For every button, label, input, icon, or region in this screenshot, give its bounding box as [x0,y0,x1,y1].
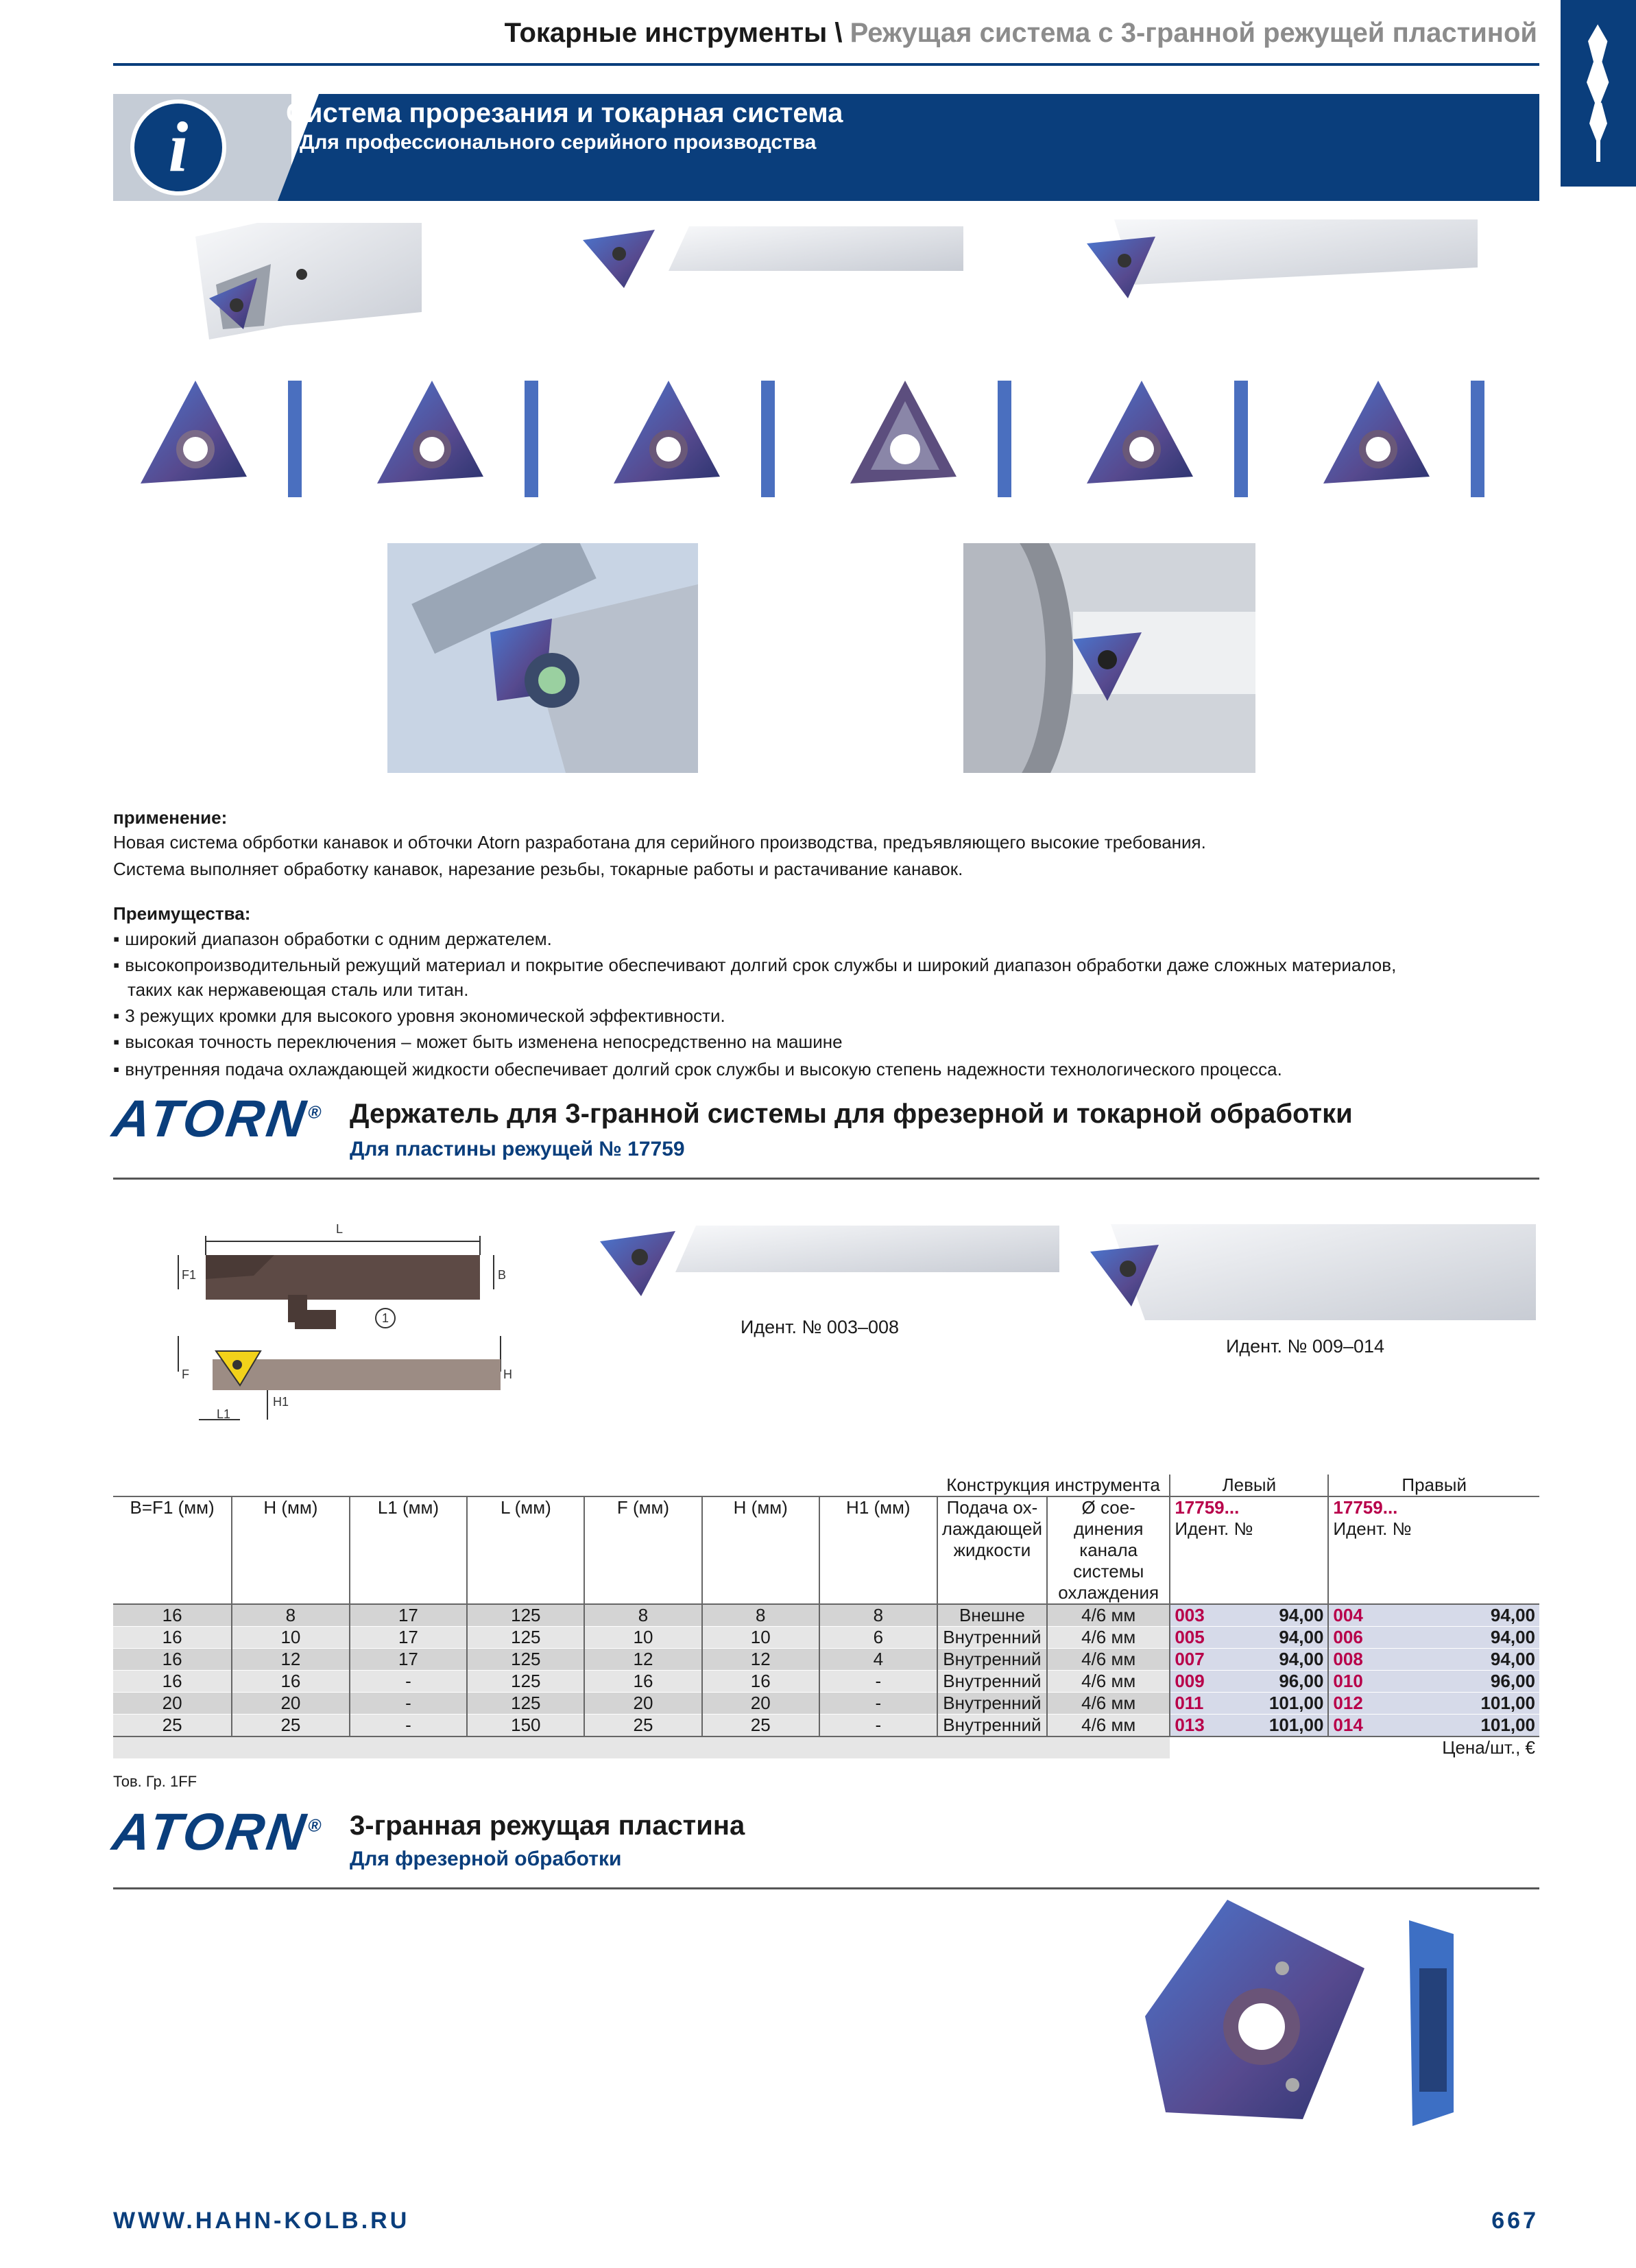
table-cell-h2: 25 [702,1715,819,1737]
left-ident-label: Идент. № [1175,1518,1253,1539]
table-cell-conn: 4/6 мм [1047,1715,1170,1737]
holder-photo-2 [573,213,967,295]
col-header: H (мм) [232,1496,349,1604]
insert-photo [1138,1893,1460,2133]
table-cell-rprice: 94,00 [1382,1604,1539,1627]
table-cell-coolant: Внутренний [937,1693,1047,1715]
table-cell-h2: 20 [702,1693,819,1715]
holder-section-rule [113,1178,1539,1180]
registered-mark: ® [306,1815,326,1836]
table-cell-lprice: 101,00 [1224,1715,1328,1737]
col-header: L (мм) [467,1496,584,1604]
page-header-title [505,18,1537,49]
table-cell-l1: 17 [350,1627,468,1649]
holder-technical-drawing [171,1214,528,1433]
holder-photo-1 [182,209,429,346]
table-row [113,1715,1539,1737]
holder-photo-009-014 [1083,1217,1539,1327]
advantage-item: ▪ высокая точность переключения – может быть изменена непосредственно на машине [113,1029,843,1055]
table-cell-h1: 4 [819,1649,937,1671]
banner-title: Система прорезания и токарная система [286,98,843,128]
table-cell-h: 25 [232,1715,349,1737]
table-cell-h2: 12 [702,1649,819,1671]
connection-header-line: системы [1073,1561,1144,1581]
page-number: 667 [1491,2208,1539,2234]
insert-thumb-2 [377,381,538,497]
table-cell-rcode: 004 [1328,1604,1382,1627]
table-cell-h: 10 [232,1627,349,1649]
table-row [113,1627,1539,1649]
table-cell-l1: 17 [350,1604,468,1627]
insert-thumbnails [134,374,1505,504]
advantage-item: ▪ широкий диапазон обработки с одним держателем. [113,926,552,953]
holder-subtitle: Для пластины режущей № 17759 [350,1138,685,1160]
table-cell-h: 12 [232,1649,349,1671]
table-cell-l: 125 [467,1627,584,1649]
table-cell-l1: - [350,1715,468,1737]
table-cell-l1: 17 [350,1649,468,1671]
table-cell-f: 12 [584,1649,701,1671]
insert-thumb-1 [141,381,302,497]
table-cell-rcode: 012 [1328,1693,1382,1715]
col-header: H1 (мм) [819,1496,937,1604]
atorn-logo-2 [109,1802,328,1862]
table-cell-coolant: Внутренний [937,1649,1047,1671]
connection-header-line: динения [1073,1518,1144,1539]
right-ident-label: Идент. № [1333,1518,1412,1539]
insert-thumb-5 [1087,381,1248,497]
price-note: Цена/шт., € [1170,1736,1539,1758]
table-cell-l: 125 [467,1649,584,1671]
coolant-header [937,1496,1047,1604]
advantage-item-continued: таких как нержавеющая сталь или титан. [128,979,469,1000]
table-cell-rprice: 94,00 [1382,1627,1539,1649]
table-cell-lcode: 007 [1170,1649,1224,1671]
holder-title: Держатель для 3-гранной системы для фрезерной и токарной обработки [350,1099,1353,1129]
application-line-1: Новая система обрботки канавок и обточки Atorn разработана для серийного производства, предъявляющего высокие требования. [113,832,1206,852]
header-separator: \ [834,18,843,48]
table-cell-lcode: 009 [1170,1671,1224,1693]
info-icon: i [130,99,226,195]
connection-header [1047,1496,1170,1604]
table-cell-coolant: Внутренний [937,1715,1047,1737]
info-banner [113,94,1539,201]
advantage-item: ▪ внутренняя подача охлаждающей жидкости обеспечивает долгий срок службы и высокую степень надежности технологического процесса. [113,1056,1282,1083]
table-cell-lprice: 101,00 [1224,1693,1328,1715]
table-cell-coolant: Внешне [937,1604,1047,1627]
banner-subtitle: Для профессионального серийного производства [300,131,817,154]
col-header: H (мм) [702,1496,819,1604]
table-cell-h2: 8 [702,1604,819,1627]
table-cell-conn: 4/6 мм [1047,1627,1170,1649]
table-cell-h: 8 [232,1604,349,1627]
table-cell-rprice: 94,00 [1382,1649,1539,1671]
col-header: B=F1 (мм) [113,1496,232,1604]
table-cell-f: 8 [584,1604,701,1627]
table-cell-b: 16 [113,1604,232,1627]
left-article-header [1170,1496,1328,1604]
dim-label-H1: H1 [273,1395,289,1409]
dim-label-F1: F1 [182,1268,197,1282]
col-header: F (мм) [584,1496,701,1604]
construction-header: Конструкция инструмента [937,1475,1170,1496]
atorn-logo [109,1089,328,1149]
table-row [113,1604,1539,1627]
table-cell-h: 16 [232,1671,349,1693]
insert-title: 3-гранная режущая пластина [350,1811,745,1841]
table-row [113,1693,1539,1715]
dim-label-circle: 1 [382,1311,389,1325]
table-cell-l: 125 [467,1604,584,1627]
right-header: Правый [1328,1475,1539,1496]
insert-section-rule [113,1887,1539,1889]
section-tab [1561,0,1636,187]
holder-spec-table [113,1475,1539,1758]
price-note-row [113,1736,1539,1758]
product-group: Тов. Гр. 1FF [113,1773,197,1790]
table-cell-lprice: 94,00 [1224,1627,1328,1649]
dim-label-L: L [336,1222,344,1236]
table-cell-l: 125 [467,1693,584,1715]
connection-header-line: канала [1079,1540,1138,1560]
table-row [113,1671,1539,1693]
table-cell-h2: 16 [702,1671,819,1693]
table-cell-l: 150 [467,1715,584,1737]
table-cell-b: 20 [113,1693,232,1715]
insert-thumb-3 [614,381,775,497]
table-cell-h1: 6 [819,1627,937,1649]
atorn-logo-text: ATORN [109,1803,312,1861]
right-article-header [1328,1496,1539,1604]
table-cell-b: 16 [113,1671,232,1693]
table-cell-f: 20 [584,1693,701,1715]
table-cell-lcode: 011 [1170,1693,1224,1715]
table-cell-h: 20 [232,1693,349,1715]
table-cell-l1: - [350,1693,468,1715]
left-article-prefix: 17759... [1175,1497,1240,1518]
insert-subtitle: Для фрезерной обработки [350,1848,622,1870]
table-cell-rcode: 006 [1328,1627,1382,1649]
footer-url[interactable]: WWW.HAHN-KOLB.RU [113,2208,410,2234]
table-cell-rcode: 010 [1328,1671,1382,1693]
col-header: L1 (мм) [350,1496,468,1604]
header-rule [113,63,1539,66]
application-line-2: Система выполняет обработку канавок, нарезание резьбы, токарные работы и растачивание канавок. [113,859,963,879]
table-cell-lcode: 003 [1170,1604,1224,1627]
table-cell-lprice: 94,00 [1224,1604,1328,1627]
table-cell-lprice: 96,00 [1224,1671,1328,1693]
right-article-prefix: 17759... [1333,1497,1398,1518]
table-cell-b: 25 [113,1715,232,1737]
insert-thumb-4 [850,381,1011,497]
table-cell-conn: 4/6 мм [1047,1649,1170,1671]
connection-header-line: охлаждения [1058,1582,1159,1603]
left-header: Левый [1170,1475,1328,1496]
table-cell-rprice: 101,00 [1382,1693,1539,1715]
table-group-header-row [113,1475,1539,1496]
dim-label-H: H [503,1368,512,1381]
table-cell-h1: - [819,1671,937,1693]
caption-ident-003-008: Идент. № 003–008 [741,1317,900,1337]
holder-photo-003-008 [593,1217,1066,1313]
table-column-header-row [113,1496,1539,1604]
application-photo-2 [963,543,1255,773]
connection-header-line: Ø сое- [1081,1497,1135,1518]
application-photo-1 [387,543,698,773]
header-subcategory: Режущая система с 3-гранной режущей пластиной [850,18,1537,48]
application-heading: применение: [113,807,228,828]
holder-photo-3 [1073,209,1481,305]
caption-ident-009-014: Идент. № 009–014 [1226,1336,1385,1357]
table-cell-coolant: Внутренний [937,1627,1047,1649]
table-cell-h1: - [819,1715,937,1737]
table-cell-coolant: Внутренний [937,1671,1047,1693]
coolant-header-line: жидкости [953,1540,1031,1560]
table-cell-rprice: 96,00 [1382,1671,1539,1693]
table-cell-b: 16 [113,1627,232,1649]
table-row [113,1649,1539,1671]
registered-mark: ® [306,1101,326,1123]
dim-label-F: F [182,1368,189,1381]
drill-icon [1576,21,1621,165]
coolant-header-line: Подача ох- [946,1497,1038,1518]
table-cell-h1: 8 [819,1604,937,1627]
atorn-logo-text: ATORN [109,1090,312,1148]
table-cell-h1: - [819,1693,937,1715]
dim-label-B: B [498,1268,507,1282]
table-cell-lcode: 005 [1170,1627,1224,1649]
table-cell-rcode: 014 [1328,1715,1382,1737]
table-cell-lprice: 94,00 [1224,1649,1328,1671]
dim-label-L1: L1 [217,1407,231,1421]
table-cell-conn: 4/6 мм [1047,1693,1170,1715]
header-category: Токарные инструменты [504,18,828,48]
advantage-item: ▪ высокопроизводительный режущий материал и покрытие обеспечивают долгий срок службы и широкий диапазон обработки даже сложных материалов, [113,952,1396,979]
table-cell-f: 10 [584,1627,701,1649]
coolant-header-line: лаждающей [941,1518,1043,1539]
table-cell-rcode: 008 [1328,1649,1382,1671]
table-cell-rprice: 101,00 [1382,1715,1539,1737]
table-cell-l: 125 [467,1671,584,1693]
advantage-item: ▪ 3 режущих кромки для высокого уровня экономической эффективности. [113,1003,725,1029]
table-cell-lcode: 013 [1170,1715,1224,1737]
insert-thumb-6 [1323,381,1484,497]
table-cell-f: 25 [584,1715,701,1737]
table-cell-conn: 4/6 мм [1047,1604,1170,1627]
table-cell-conn: 4/6 мм [1047,1671,1170,1693]
table-cell-f: 16 [584,1671,701,1693]
table-cell-h2: 10 [702,1627,819,1649]
table-cell-l1: - [350,1671,468,1693]
table-cell-b: 16 [113,1649,232,1671]
advantages-heading: Преимущества: [113,903,251,924]
